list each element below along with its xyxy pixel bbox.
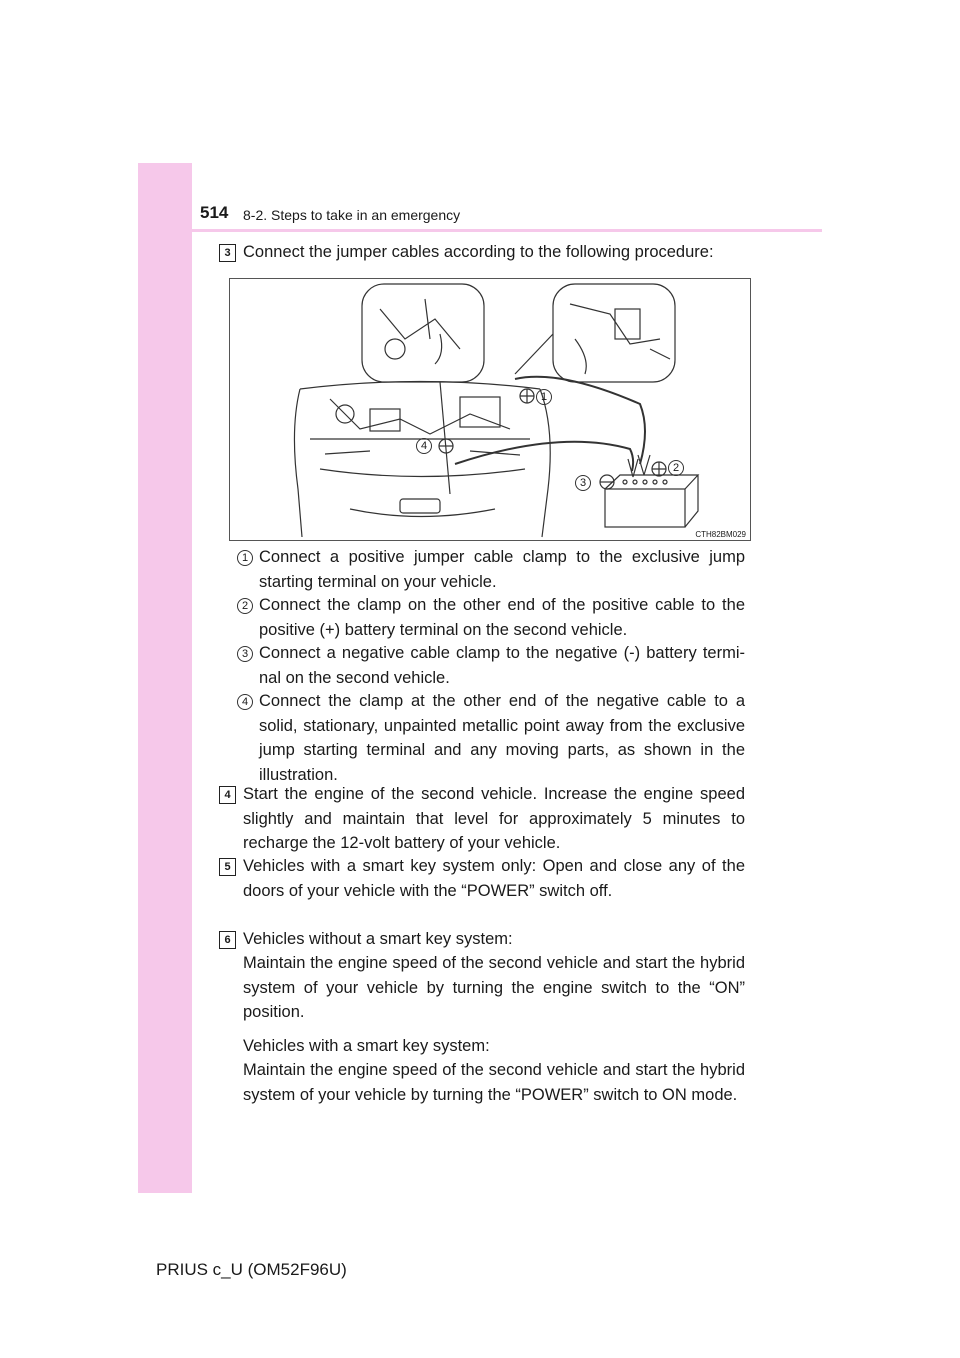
substep-3-marker: 3 xyxy=(237,646,253,662)
callout-4: 4 xyxy=(416,438,432,454)
step-4-text: Start the engine of the second vehicle. Increase the engine speed slightly and maintain that level for approximately 5 minutes to recharge the 12-volt battery of your vehicle. xyxy=(243,785,745,852)
step-5-text: Vehicles with a smart key system only: Open and close any of the doors of your vehicle with the “POWER” switch off. xyxy=(243,857,745,900)
substep-4-marker: 4 xyxy=(237,694,253,710)
step-6-heading-2: Vehicles with a smart key system: xyxy=(243,1037,490,1055)
callout-1: 1 xyxy=(536,389,552,405)
step-3-marker: 3 xyxy=(219,244,236,262)
header-rule xyxy=(192,229,822,232)
step-6-text-2: Maintain the engine speed of the second vehicle and start the hybrid system of your vehicle by turning the “POWER” switch to ON mode. xyxy=(243,1061,745,1104)
callout-3: 3 xyxy=(575,475,591,491)
illustration-drawing xyxy=(230,279,750,540)
step-6-text-1: Maintain the engine speed of the second vehicle and start the hybrid system of your vehicle by turning the engine switch to the “ON” position. xyxy=(243,954,745,1021)
step-4-marker: 4 xyxy=(219,786,236,804)
substep-3-text: Connect a negative cable clamp to the negative (-) battery termi-nal on the second vehicle. xyxy=(259,644,745,687)
substep-1-marker: 1 xyxy=(237,550,253,566)
substep-2-marker: 2 xyxy=(237,598,253,614)
callout-2: 2 xyxy=(668,460,684,476)
substep-2-text: Connect the clamp on the other end of the positive cable to the positive (+) battery terminal on the second vehicle. xyxy=(259,596,745,639)
illustration-code: CTH82BM029 xyxy=(695,530,746,539)
step-6-marker: 6 xyxy=(219,931,236,949)
substep-4-text: Connect the clamp at the other end of the negative cable to a solid, stationary, unpainted metallic point away from the exclusive jump starting terminal and any moving parts, as shown in the illustration. xyxy=(259,692,745,784)
sidebar-band xyxy=(138,163,192,1193)
substep-1-text: Connect a positive jumper cable clamp to the exclusive jump starting terminal on your vehicle. xyxy=(259,548,745,591)
section-title: 8-2. Steps to take in an emergency xyxy=(243,207,461,223)
step-5-marker: 5 xyxy=(219,858,236,876)
step-6-heading-1: Vehicles without a smart key system: xyxy=(243,930,513,948)
page-number: 514 xyxy=(200,203,229,222)
footer-model: PRIUS c_U (OM52F96U) xyxy=(156,1260,347,1279)
jumper-cable-illustration xyxy=(229,278,751,541)
step-3-text: Connect the jumper cables according to the following procedure: xyxy=(243,243,714,261)
